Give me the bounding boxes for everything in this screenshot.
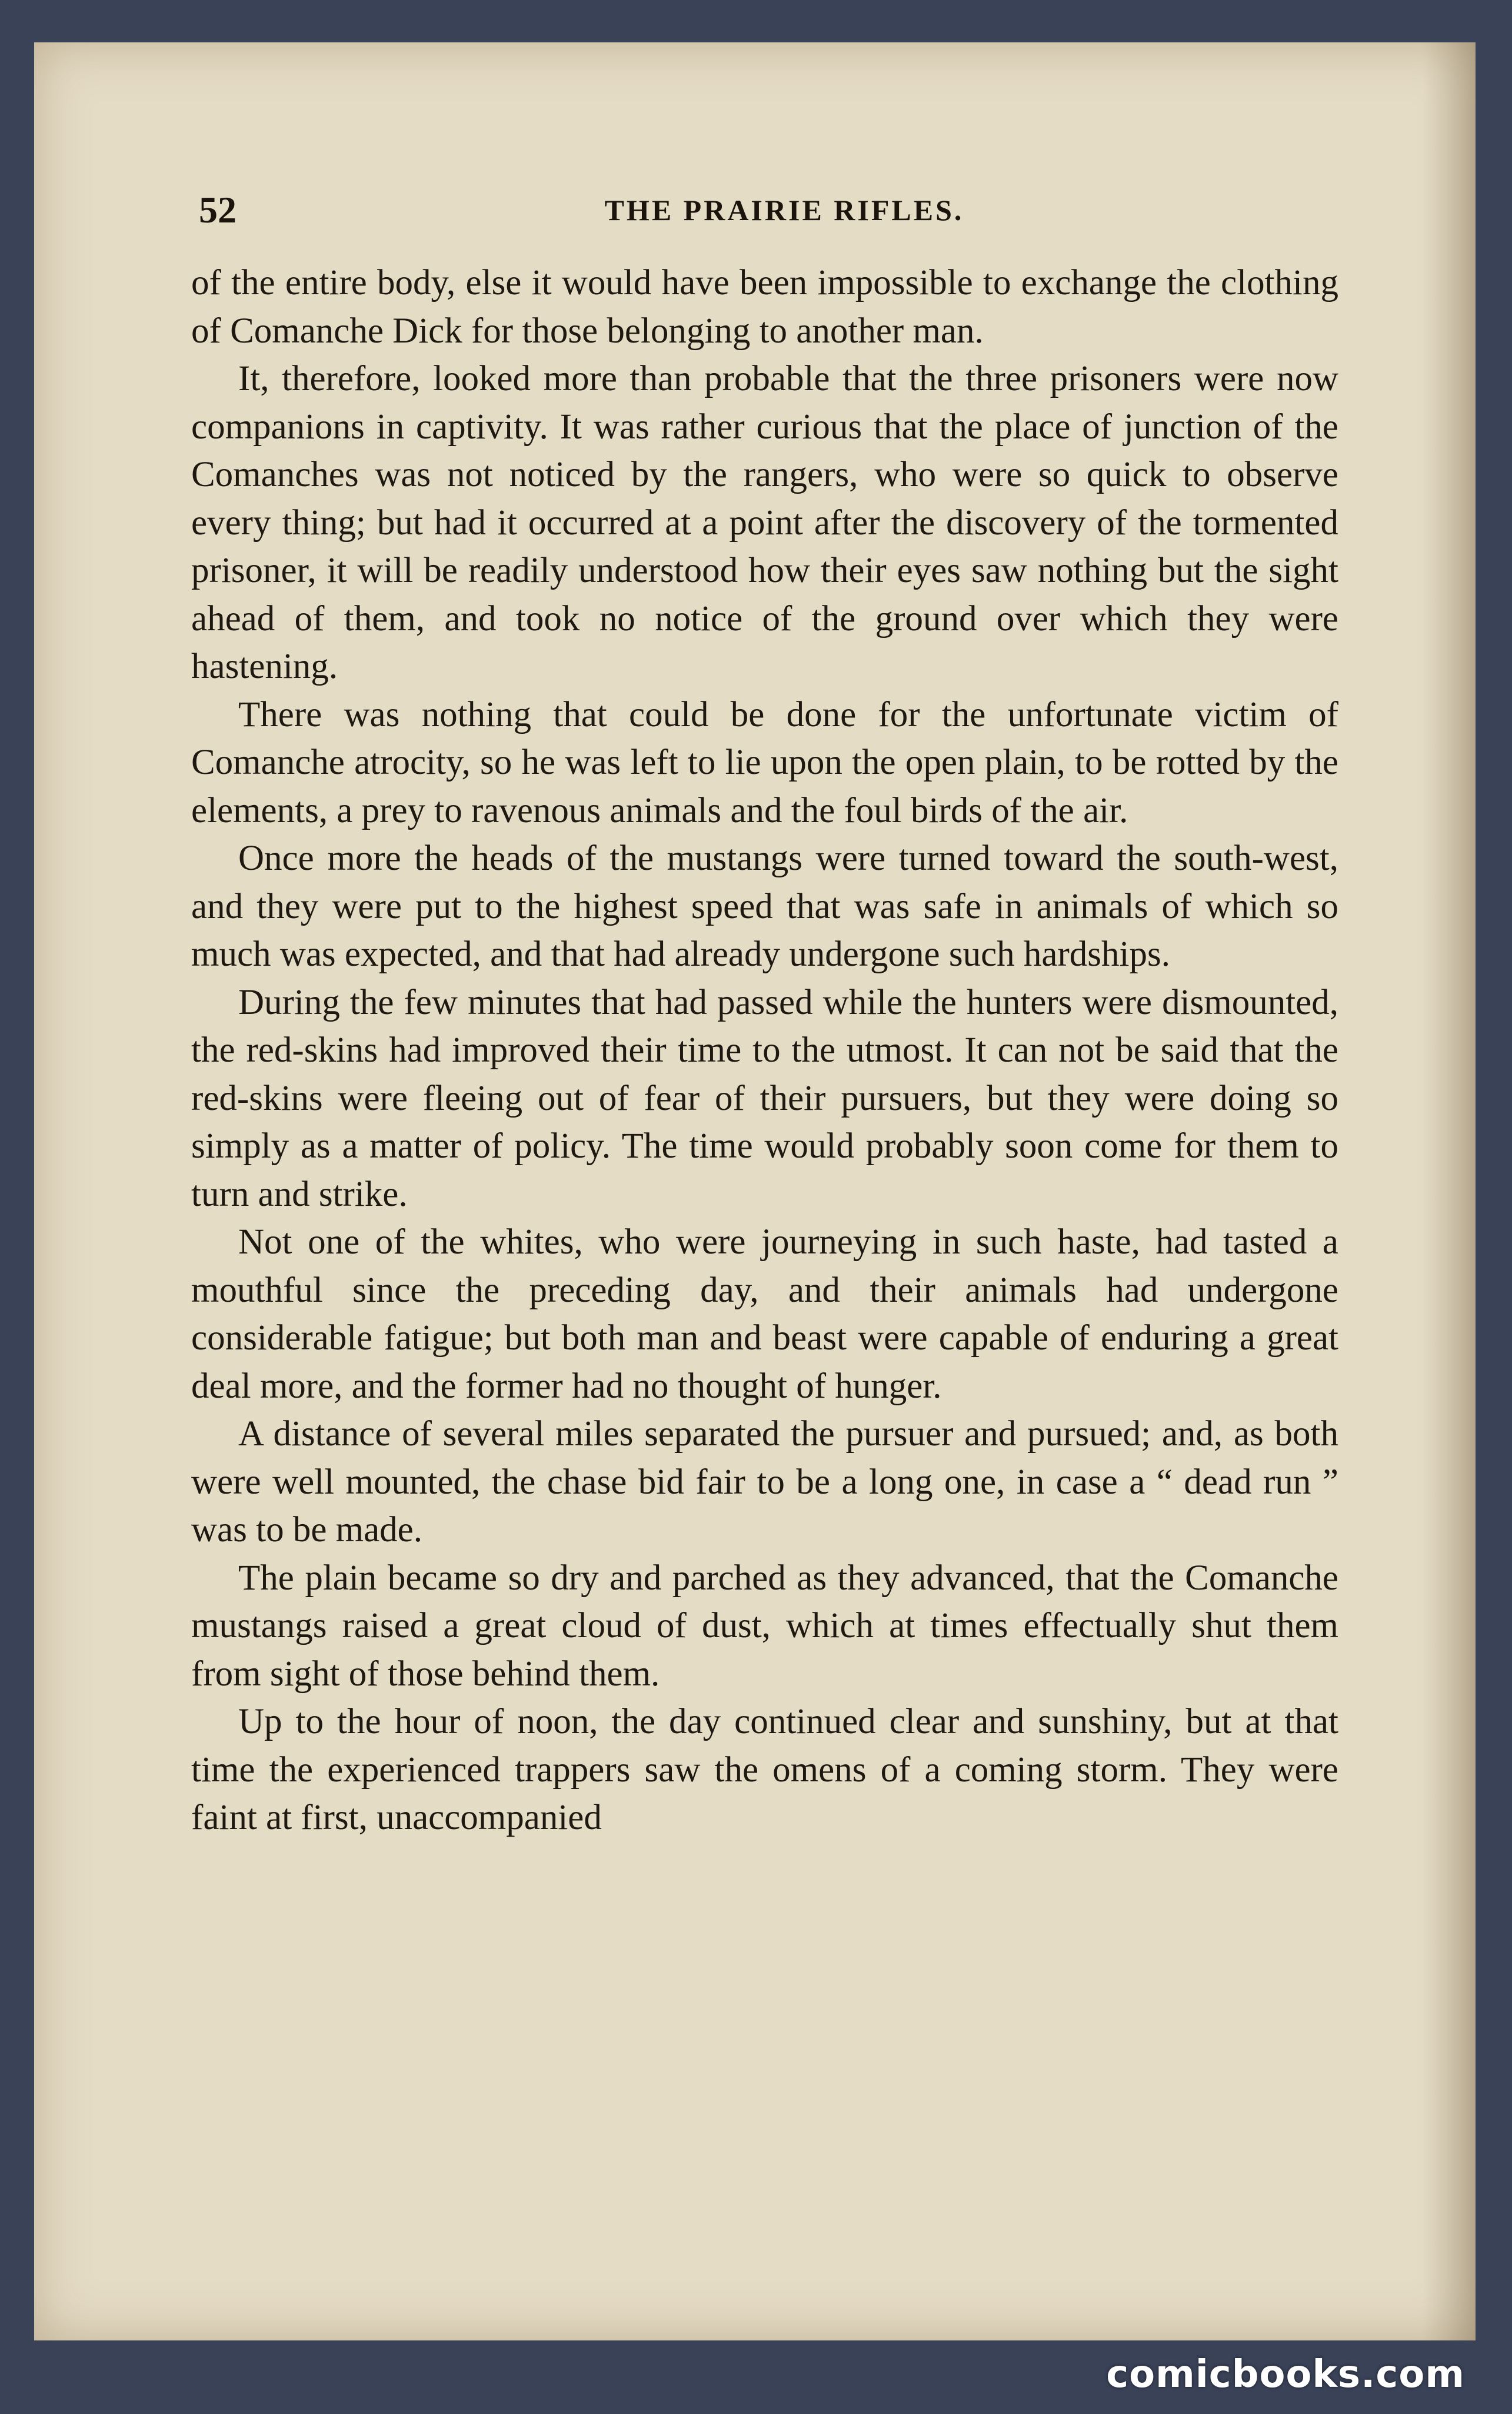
paragraph-5: During the few minutes that had passed while the hunters were dismounted, the red-skins had improved their time to the utmost. It can not be said that the red-skins were fleeing out of fear of their pursuers, but they were doing so simply as a matter of policy. The time would probably soon come for them to turn and strike. (191, 982, 1338, 1214)
body-text (191, 259, 1338, 1842)
paragraph-1: of the entire body, else it would have been impossible to exchange the clothing of Comanche Dick for those belonging to another man. (191, 263, 1338, 351)
paragraph-7: A distance of several miles separated the pursuer and pursued; and, as both were well mounted, the chase bid fair to be a long one, in case a “ dead run ” was to be made. (191, 1414, 1338, 1550)
paragraph-9: Up to the hour of noon, the day continued clear and sunshiny, but at that time the experienced trappers saw the omens of a coming storm. They were faint at first, unaccompanied (191, 1702, 1338, 1837)
paragraph-4: Once more the heads of the mustangs were turned toward the south-west, and they were put to the highest speed that was safe in animals of which so much was expected, and that had already undergone such hardships. (191, 839, 1338, 974)
paragraph-6: Not one of the whites, who were journeying in such haste, had tasted a mouthful since the preceding day, and their animals had undergone considerable fatigue; but both man and beast were capable of enduring a great deal more, and the former had no thought of hunger. (191, 1222, 1338, 1406)
page-header (199, 178, 1370, 242)
paragraph-8: The plain became so dry and parched as they advanced, that the Comanche mustangs raised a great cloud of dust, which at times effectually shut them from sight of those behind them. (191, 1558, 1338, 1694)
page-edge-shadow (1423, 42, 1476, 2340)
page-number: 52 (199, 189, 237, 231)
paragraph-3: There was nothing that could be done for the unfortunate victim of Comanche atrocity, so he was left to lie upon the open plain, to be rotted by the elements, a prey to ravenous animals and the foul birds of the air. (191, 694, 1338, 830)
running-title: THE PRAIRIE RIFLES. (604, 194, 964, 227)
paragraph-2: It, therefore, looked more than probable that the three prisoners were now companions in captivity. It was rather curious that the place of junction of the Comanches was not noticed by the rangers, who were so quick to observe every thing; but had it occurred at a point after the discovery of the tormented prisoner, it will be readily understood how their eyes saw nothing but the sight ahead of them, and took no notice of the ground over which they were hastening. (191, 359, 1338, 686)
watermark: comicbooks.com (1106, 2353, 1465, 2396)
